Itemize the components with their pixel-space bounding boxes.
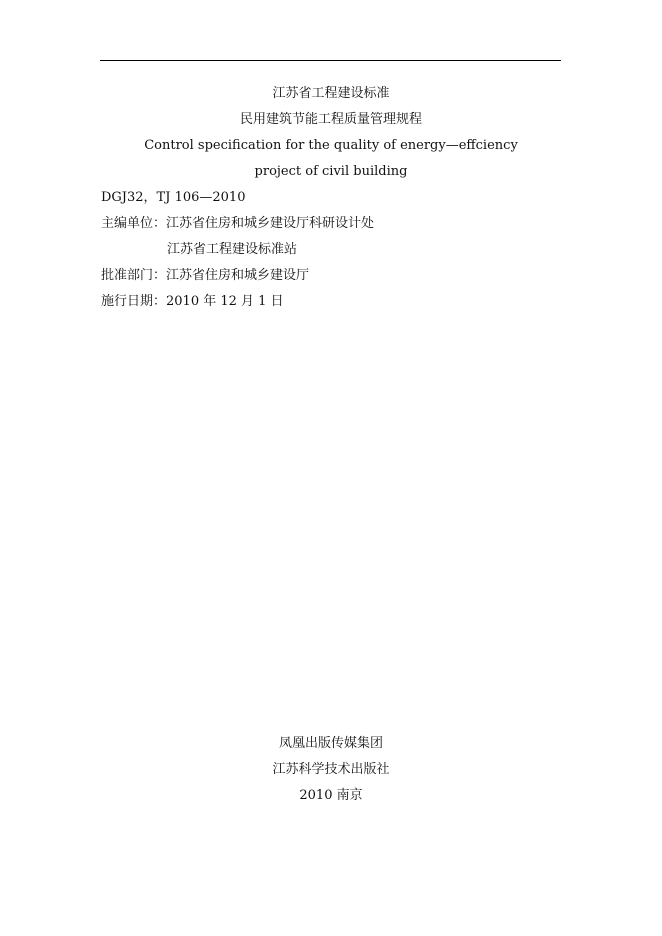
effective-label: 施行日期： xyxy=(101,294,167,309)
standard-code: DGJ32，TJ 106—2010 xyxy=(101,190,246,205)
publisher-group: 凤凰出版传媒集团 xyxy=(278,736,383,751)
chief-editor-label: 主编单位： xyxy=(101,216,167,231)
chief-editor-1: 江苏省住房和城乡建设厅科研设计处 xyxy=(166,216,375,231)
publisher-place-year: 2010 南京 xyxy=(299,788,363,803)
effective-row xyxy=(101,294,284,310)
approver-label: 批准部门： xyxy=(101,268,167,283)
header-rule xyxy=(100,60,561,61)
approver-row xyxy=(101,268,309,284)
publisher-press: 江苏科学技术出版社 xyxy=(272,762,390,777)
chief-editor-row xyxy=(101,216,374,232)
title-cn: 民用建筑节能工程质量管理规程 xyxy=(239,112,422,127)
approver: 江苏省住房和城乡建设厅 xyxy=(166,268,310,283)
standard-type: 江苏省工程建设标准 xyxy=(272,86,390,101)
chief-editor-2: 江苏省工程建设标准站 xyxy=(167,242,298,257)
effective-date: 2010 年 12 月 1 日 xyxy=(166,294,284,309)
title-en-line1: Control specification for the quality of energy—effciency xyxy=(144,138,518,153)
title-en-line2: project of civil building xyxy=(254,164,408,179)
